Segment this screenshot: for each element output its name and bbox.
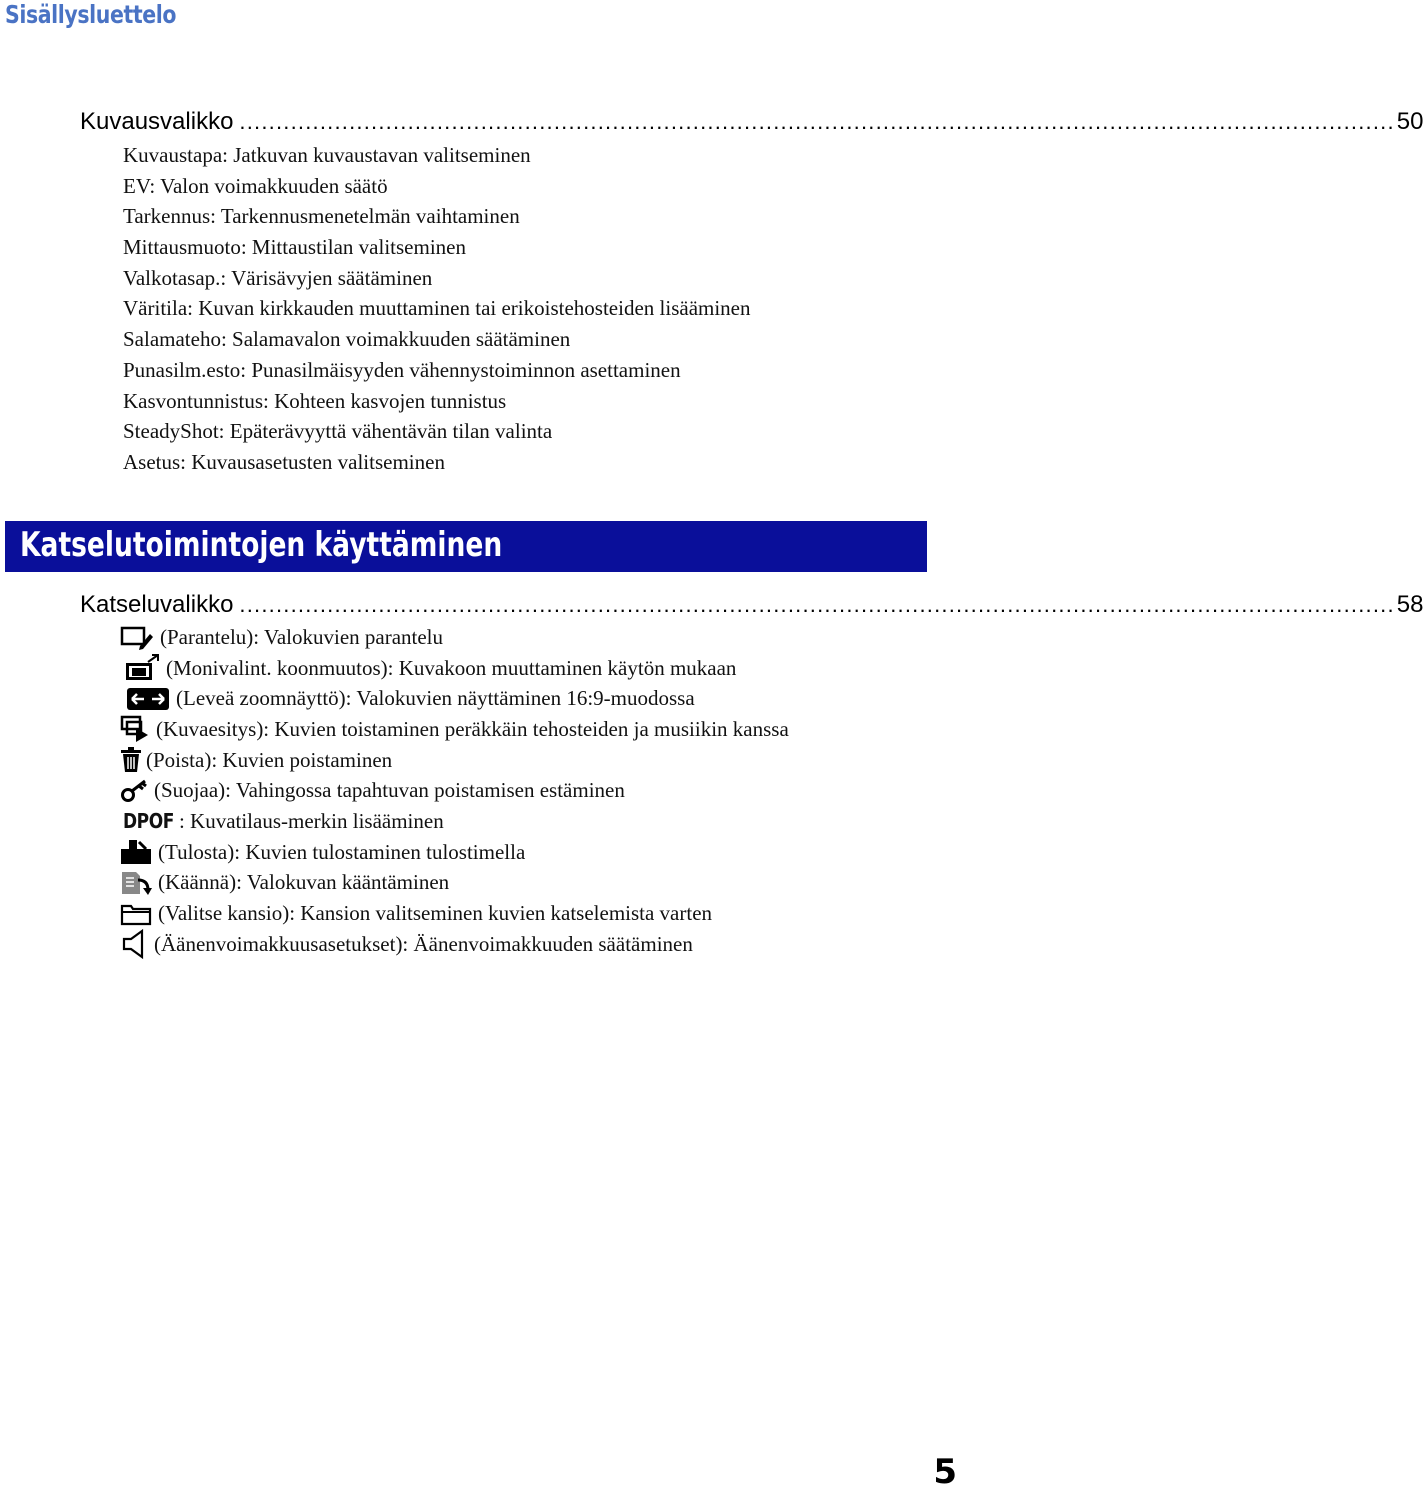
toc-subitem-text: (Leveä zoomnäyttö): Valokuvien näyttäminen 16:9-muodossa <box>176 686 695 711</box>
toc-subitem[interactable]: Kuvaustapa: Jatkuvan kuvaustavan valitseminen <box>123 143 531 167</box>
toc-subitem[interactable] <box>120 868 789 899</box>
protect-key-icon <box>120 779 148 803</box>
folder-icon <box>120 902 152 926</box>
toc-subitem[interactable] <box>120 745 789 776</box>
toc-subitem[interactable]: Kasvontunnistus: Kohteen kasvojen tunnistus <box>123 388 507 413</box>
wide-zoom-icon <box>126 687 170 711</box>
toc-subitem[interactable] <box>120 929 789 960</box>
section-heading-title: Katselutoimintojen käyttäminen <box>20 525 503 565</box>
toc-subitem[interactable]: Salamateho: Salamavalon voimakkuuden säätäminen <box>123 327 571 352</box>
toc-entry-page: 50 <box>1396 108 1423 135</box>
toc-entry-katseluvalikko[interactable] <box>80 591 1423 619</box>
toc-subitem[interactable]: Valkotasap.: Värisävyjen säätäminen <box>123 265 433 290</box>
toc-subitems-kuvaus <box>123 140 751 478</box>
toc-subitem[interactable] <box>120 714 789 745</box>
toc-entry-page: 58 <box>1396 591 1423 618</box>
toc-subitem-text: : Kuvatilaus-merkin lisääminen <box>178 808 444 833</box>
toc-entry-kuvausvalikko[interactable] <box>80 108 1423 136</box>
page-number: 5 <box>933 1452 957 1492</box>
toc-subitem[interactable] <box>120 622 789 653</box>
toc-subitem[interactable] <box>120 775 789 806</box>
toc-subitem[interactable]: Punasilm.esto: Punasilmäisyyden vähennystoiminnon asettaminen <box>123 357 681 382</box>
slideshow-icon <box>120 715 150 743</box>
page-header-title: Sisällysluettelo <box>5 0 177 29</box>
toc-subitem-text: (Suojaa): Vahingossa tapahtuvan poistamisen estäminen <box>154 778 625 803</box>
toc-subitem-text: (Äänenvoimakkuusasetukset): Äänenvoimakkuuden säätäminen <box>154 931 693 956</box>
toc-subitem-text: (Poista): Kuvien poistaminen <box>146 747 393 772</box>
toc-subitem[interactable]: SteadyShot: Epäterävyyttä vähentävän tilan valinta <box>123 419 553 444</box>
rotate-icon <box>120 870 152 896</box>
toc-subitem-text: (Valitse kansio): Kansion valitseminen kuvien katselemista varten <box>158 901 713 926</box>
toc-subitem[interactable]: Väritila: Kuvan kirkkauden muuttaminen tai erikoistehosteiden lisääminen <box>123 296 751 321</box>
speaker-icon <box>122 929 148 959</box>
toc-subitem[interactable] <box>120 683 789 714</box>
toc-subitem[interactable] <box>120 806 789 837</box>
toc-subitem-text: (Monivalint. koonmuutos): Kuvakoon muuttaminen käytön mukaan <box>166 655 737 680</box>
retouch-icon <box>120 624 154 650</box>
multi-resize-icon <box>124 654 160 682</box>
toc-subitem[interactable]: Asetus: Kuvausasetusten valitseminen <box>123 449 445 474</box>
toc-subitem-text: (Parantelu): Valokuvien parantelu <box>160 624 444 649</box>
toc-subitem-text: (Käännä): Valokuvan kääntäminen <box>158 870 450 895</box>
toc-subitem[interactable] <box>120 653 789 684</box>
toc-subitem[interactable]: EV: Valon voimakkuuden säätö <box>123 173 388 198</box>
toc-subitem-text: (Tulosta): Kuvien tulostaminen tulostimella <box>158 839 526 864</box>
toc-entry-label: Katseluvalikko <box>80 591 234 618</box>
toc-leader-dots: .............................................................................................................................................................. <box>239 592 1395 617</box>
toc-leader-dots: .............................................................................................................................................................. <box>239 109 1395 134</box>
toc-subitem[interactable]: Mittausmuoto: Mittaustilan valitseminen <box>123 235 466 260</box>
toc-subitem[interactable]: Tarkennus: Tarkennusmenetelmän vaihtaminen <box>123 204 520 229</box>
toc-subitem[interactable] <box>120 898 789 929</box>
section-heading-bar <box>5 521 927 572</box>
delete-icon <box>120 747 142 773</box>
toc-subitem[interactable] <box>120 837 789 868</box>
dpof-icon: DPOF <box>123 809 174 834</box>
print-icon <box>120 839 152 865</box>
toc-subitem-text: (Kuvaesitys): Kuvien toistaminen peräkkäin tehosteiden ja musiikin kanssa <box>156 716 789 741</box>
toc-subitems-katselu <box>120 622 789 960</box>
toc-entry-label: Kuvausvalikko <box>80 108 234 135</box>
